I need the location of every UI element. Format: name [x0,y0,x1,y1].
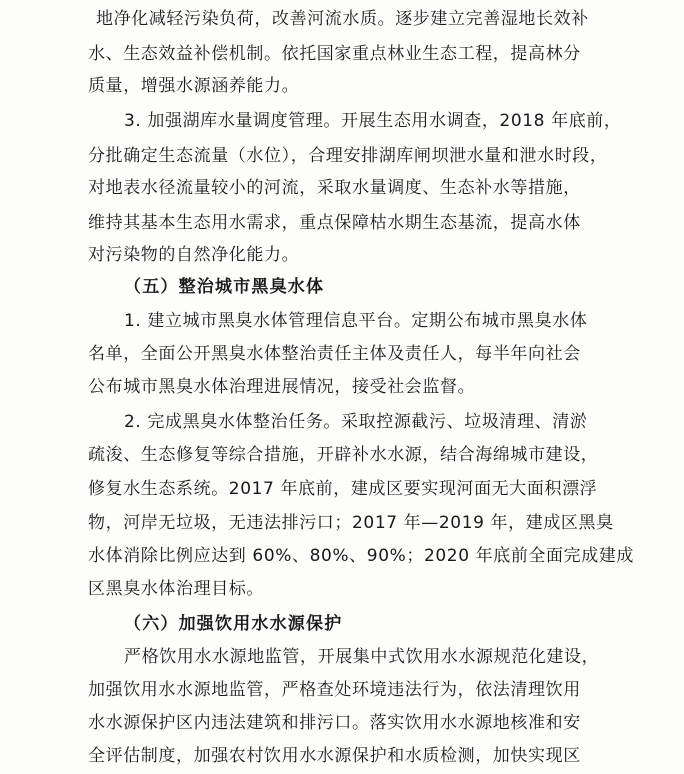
paragraph-4-line-4: 物，河岸无垃圾，无违法排污口；2017 年—2019 年，建成区黑臭 [88,513,614,533]
paragraph-2-line-2: 分批确定生态流量（水位），合理安排湖库闸坝泄水量和泄水时段， [88,146,608,166]
paragraph-2-line-1: 3. 加强湖库水量调度管理。开展生态用水调查，2018 年底前， [124,111,622,131]
paragraph-3-line-2: 名单，全面公开黑臭水体整治责任主体及责任人，每半年向社会 [88,344,581,364]
paragraph-2-line-4: 维持其基本生态用水需求，重点保障枯水期生态基流，提高水体 [88,213,581,233]
paragraph-3-line-1: 1. 建立城市黑臭水体管理信息平台。定期公布城市黑臭水体 [124,311,588,331]
section-6-heading: （六）加强饮用水水源保护 [124,614,343,634]
paragraph-4-line-5: 水体消除比例应达到 60%、80%、90%；2020 年底前全面完成建成 [88,546,635,566]
paragraph-4-line-6: 区黑臭水体治理目标。 [88,579,264,599]
paragraph-5-line-3: 水水源保护区内违法建筑和排污口。落实饮用水水源地核准和安 [88,713,581,733]
paragraph-5-line-2: 加强饮用水水源地监管，严格查处环境违法行为，依法清理饮用 [88,680,581,700]
paragraph-4-line-2: 疏浚、生态修复等综合措施，开辟补水水源，结合海绵城市建设， [88,445,599,465]
paragraph-1-line-1: 地净化减轻污染负荷，改善河流水质。逐步建立完善湿地长效补 [96,9,589,29]
paragraph-3-line-3: 公布城市黑臭水体治理进展情况，接受社会监督。 [88,377,476,397]
section-5-heading: （五）整治城市黑臭水体 [124,277,325,297]
paragraph-5-line-4: 全评估制度，加强农村饮用水水源保护和水质检测，加快实现区 [88,746,581,766]
paragraph-2-line-5: 对污染物的自然净化能力。 [88,245,300,265]
paragraph-4-line-1: 2. 完成黑臭水体整治任务。采取控源截污、垃圾清理、清淤 [124,412,588,432]
paragraph-1-line-3: 质量，增强水源涵养能力。 [88,76,300,96]
paragraph-5-line-1: 严格饮用水水源地监管，开展集中式饮用水水源规范化建设， [124,647,600,667]
paragraph-1-line-2: 水、生态效益补偿机制。依托国家重点林业生态工程，提高林分 [88,44,581,64]
paragraph-4-line-3: 修复水生态系统。2017 年底前，建成区要实现河面无大面积漂浮 [88,479,598,499]
paragraph-2-line-3: 对地表水径流量较小的河流，采取水量调度、生态补水等措施， [88,178,581,198]
